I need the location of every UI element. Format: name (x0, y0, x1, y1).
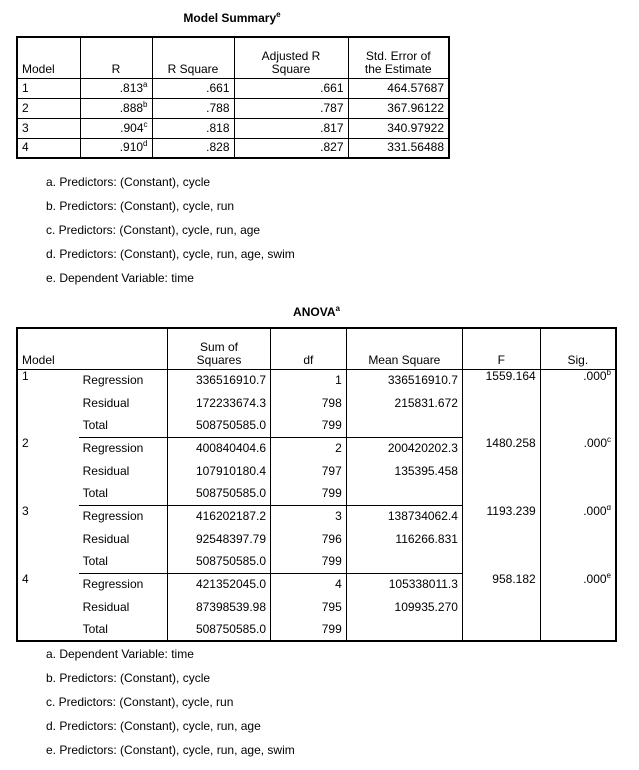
table-row (17, 573, 616, 596)
sig-value: .000 (583, 573, 607, 586)
table-row (17, 369, 616, 392)
table-row (17, 78, 449, 98)
anova-model-group (17, 369, 616, 437)
footnote: b. Predictors: (Constant), cycle, run (46, 199, 235, 213)
model-cell: 3 (17, 118, 80, 138)
source-cell: Total (79, 483, 168, 505)
anova-title (16, 304, 617, 319)
std-error-cell: 340.97922 (348, 118, 449, 138)
header-model: Model (17, 37, 80, 78)
r-note: a (143, 79, 148, 89)
header-model: Model (17, 328, 79, 369)
r-square-cell: .661 (152, 78, 234, 98)
sig-value: .000 (583, 505, 607, 518)
model-cell: 1 (17, 78, 80, 98)
footnote: c. Predictors: (Constant), cycle, run, age (46, 223, 261, 237)
sum-of-squares-cell: 87398539.98 (167, 596, 270, 619)
r-note: d (143, 139, 148, 149)
header-adjusted-r-square (234, 37, 348, 78)
sig-cell (540, 369, 616, 437)
anova-header-row (17, 328, 616, 369)
mean-square-cell: 200420202.3 (346, 437, 462, 460)
r-cell (80, 98, 152, 118)
header-r: R (80, 37, 152, 78)
r-cell (80, 118, 152, 138)
f-cell: 1193.239 (462, 505, 540, 573)
df-cell: 797 (271, 460, 347, 483)
sig-cell (540, 437, 616, 505)
footnote: d. Predictors: (Constant), cycle, run, age (46, 719, 261, 733)
mean-square-cell: 336516910.7 (346, 369, 462, 392)
source-cell: Residual (82, 396, 130, 410)
r-cell (80, 138, 152, 158)
sum-of-squares-cell: 92548397.79 (167, 528, 270, 551)
anova-model-group (17, 505, 616, 573)
sig-note: c (607, 437, 611, 444)
sig-note: d (606, 505, 611, 512)
sig-cell (540, 505, 616, 573)
df-cell: 4 (271, 573, 347, 596)
footnote: a. Predictors: (Constant), cycle (46, 175, 211, 189)
adjusted-r-square-cell: .661 (234, 78, 348, 98)
table-row (17, 437, 616, 460)
header-df: df (271, 328, 347, 369)
df-cell: 2 (271, 437, 347, 460)
sum-of-squares-cell: 508750585.0 (167, 415, 270, 437)
adjusted-r-square-cell: .787 (234, 98, 348, 118)
source-cell: Total (79, 551, 168, 573)
df-cell: 3 (271, 505, 347, 528)
anova-footnotes (46, 642, 295, 762)
std-error-cell: 331.56488 (348, 138, 449, 158)
df-cell: 795 (271, 596, 347, 619)
table-row (17, 118, 449, 138)
mean-square-cell (346, 619, 462, 641)
header-sig: Sig. (540, 328, 616, 369)
header-std-error-line2: the Estimate (364, 61, 432, 76)
header-sum-of-squares (167, 328, 270, 369)
model-summary-title-note: e (276, 10, 281, 19)
adjusted-r-square-cell: .817 (234, 118, 348, 138)
sum-of-squares-cell: 107910180.4 (167, 460, 270, 483)
header-adjusted-r-square-line1: Adjusted R (261, 48, 321, 63)
df-cell: 799 (271, 619, 347, 641)
model-summary-title-text: Model Summary (183, 11, 277, 25)
r-cell (80, 78, 152, 98)
source-cell: Residual (82, 532, 130, 546)
r-value: .904 (120, 120, 144, 135)
footnote: a. Dependent Variable: time (46, 647, 194, 661)
sig-note: b (606, 369, 611, 377)
model-cell: 1 (22, 369, 29, 383)
mean-square-cell: 109935.270 (346, 596, 462, 619)
source-cell: Residual (82, 464, 130, 478)
header-sum-of-squares-line1: Sum of (199, 339, 238, 354)
header-r-square: R Square (152, 37, 234, 78)
footnote: b. Predictors: (Constant), cycle (46, 671, 211, 685)
mean-square-cell (346, 551, 462, 573)
r-square-cell: .788 (152, 98, 234, 118)
df-cell: 796 (271, 528, 347, 551)
anova-model-group (17, 437, 616, 505)
header-source (79, 328, 168, 369)
mean-square-cell: 138734062.4 (346, 505, 462, 528)
footnote: d. Predictors: (Constant), cycle, run, age, swim (46, 247, 295, 261)
r-value: .910 (119, 140, 144, 155)
anova-model-group (17, 573, 616, 641)
df-cell: 799 (271, 483, 347, 505)
header-adjusted-r-square-line2: Square (271, 61, 311, 76)
model-summary-table (16, 36, 450, 159)
model-cell: 2 (17, 98, 80, 118)
table-row (17, 98, 449, 118)
f-cell: 1480.258 (462, 437, 540, 505)
anova-title-note: a (335, 304, 340, 313)
std-error-cell: 367.96122 (348, 98, 449, 118)
model-cell: 4 (22, 140, 29, 155)
header-mean-square: Mean Square (346, 328, 462, 369)
header-std-error-line1: Std. Error of (365, 48, 431, 63)
mean-square-cell: 105338011.3 (346, 573, 462, 596)
sum-of-squares-cell: 508750585.0 (167, 619, 270, 641)
table-row (17, 138, 449, 158)
r-square-cell: .828 (152, 138, 234, 158)
source-cell: Regression (82, 441, 144, 456)
sum-of-squares-cell: 508750585.0 (167, 551, 270, 573)
model-cell: 4 (22, 573, 29, 586)
sum-of-squares-cell: 421352045.0 (167, 573, 270, 596)
model-summary-footnotes (46, 170, 295, 290)
header-std-error (348, 37, 449, 78)
mean-square-cell: 116266.831 (346, 528, 462, 551)
mean-square-cell: 215831.672 (346, 392, 462, 415)
table-row (17, 505, 616, 528)
sum-of-squares-cell: 172233674.3 (167, 392, 270, 415)
r-note: b (143, 99, 148, 109)
header-f: F (462, 328, 540, 369)
model-cell: 2 (22, 437, 29, 450)
adjusted-r-square-cell: .827 (234, 138, 348, 158)
source-cell: Residual (82, 600, 130, 614)
sum-of-squares-cell: 508750585.0 (167, 483, 270, 505)
r-note: c (143, 119, 148, 129)
header-sum-of-squares-line2: Squares (196, 352, 242, 367)
model-summary-title (16, 10, 448, 25)
source-cell: Regression (82, 509, 144, 524)
mean-square-cell (346, 483, 462, 505)
footnote: c. Predictors: (Constant), cycle, run (46, 695, 234, 709)
sig-note: e (606, 573, 611, 580)
sum-of-squares-cell: 416202187.2 (167, 505, 270, 528)
model-cell: 3 (22, 505, 29, 518)
df-cell: 799 (271, 551, 347, 573)
r-value: .813 (119, 80, 144, 95)
sig-value: .000 (583, 369, 607, 383)
f-cell: 1559.164 (462, 369, 540, 437)
source-cell: Regression (82, 577, 144, 592)
std-error-cell: 464.57687 (348, 78, 449, 98)
source-cell: Total (82, 622, 108, 636)
anova-title-text: ANOVA (293, 305, 336, 319)
sig-value: .000 (583, 437, 607, 450)
mean-square-cell: 135395.458 (346, 460, 462, 483)
anova-table (16, 327, 617, 642)
r-value: .888 (119, 100, 144, 115)
source-cell: Total (79, 415, 168, 437)
sig-cell (540, 573, 616, 641)
footnote: e. Dependent Variable: time (46, 271, 194, 285)
sum-of-squares-cell: 400840404.6 (167, 437, 270, 460)
df-cell: 799 (271, 415, 347, 437)
mean-square-cell (346, 415, 462, 437)
df-cell: 798 (271, 392, 347, 415)
source-cell: Regression (82, 373, 144, 388)
sum-of-squares-cell: 336516910.7 (167, 369, 270, 392)
df-cell: 1 (271, 369, 347, 392)
footnote: e. Predictors: (Constant), cycle, run, age, swim (46, 743, 295, 757)
f-cell: 958.182 (462, 573, 540, 641)
r-square-cell: .818 (152, 118, 234, 138)
model-summary-header-row (17, 37, 449, 78)
